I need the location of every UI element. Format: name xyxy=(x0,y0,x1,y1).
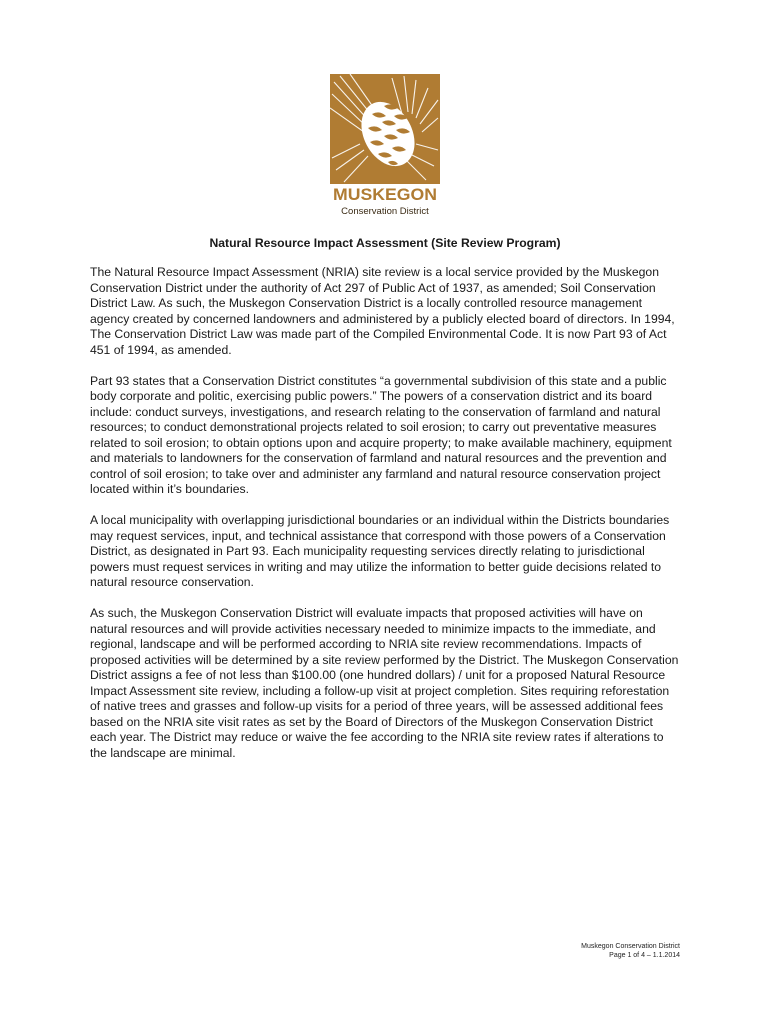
logo-name-top: MUSKEGON xyxy=(333,185,437,204)
footer-organization: Muskegon Conservation District xyxy=(581,943,680,950)
paragraph-municipality-requests: A local municipality with overlapping jurisdictional boundaries or an individual within the Districts boundaries may request services, input, and technical assistance that correspond with those powers of a Conservation District, as designated in Part 93. Each municipality requesting services directly relating to jurisdictional powers must request services in writing and may utilize the information to better guide decisions related to natural resource conservation. xyxy=(90,513,670,589)
paragraph-part-93-powers: Part 93 states that a Conservation District constitutes “a governmental subdivision of this state and a public body corporate and politic, exercising public powers.” The powers of a conservation district and its board include: conduct surveys, investigations, and research relating to the conservation of farmland and natural resources; to conduct demonstrational projects related to soil erosion; to carry out preventative measures related to soil erosion; to obtain options upon and acquire property; to make available machinery, equipment and materials to landowners for the conservation of farmland and natural resources and the prevention and control of soil erosion; to take over and administer any farmland and natural resource conservation project located within it’s boundaries. xyxy=(90,373,672,496)
pine-cone-logo-graphic xyxy=(330,74,440,219)
footer-page-number: Page 1 of 4 – 1.1.2014 xyxy=(609,952,680,959)
document-body xyxy=(90,265,680,777)
logo-name-bottom: Conservation District xyxy=(341,206,429,217)
document-title: Natural Resource Impact Assessment (Site Review Program) xyxy=(209,236,561,250)
muskegon-conservation-district-logo xyxy=(330,74,440,219)
paragraph-authority: The Natural Resource Impact Assessment (NRIA) site review is a local service provided by the Muskegon Conservation District under the authority of Act 297 of Public Act of 1937, as amended; Soil Conservation District Law. As such, the Muskegon Conservation District is a locally controlled resource management agency created by concerned landowners and administered by a publicly elected board of directors. In 1994, The Conservation District Law was made part of the Compiled Environmental Code. It is now Part 93 of Act 451 of 1994, as amended. xyxy=(90,265,675,357)
paragraph-fees: As such, the Muskegon Conservation District will evaluate impacts that proposed activities will have on natural resources and will provide activities necessary needed to minimize impacts to the immediate, and regional, landscape and will be performed according to NRIA site review recommendations. Impacts of proposed activities will be determined by a site review performed by the District. The Muskegon Conservation District assigns a fee of not less than $100.00 (one hundred dollars) / unit for a proposed Natural Resource Impact Assessment site review, including a follow-up visit at project completion. Sites requiring reforestation of native trees and grasses and follow-up visits for a period of three years, will be assessed additional fees based on the NRIA site visit rates as set by the Board of Directors of the Muskegon Conservation District each year. The District may reduce or waive the fee according to the NRIA site review rates if alterations to the landscape are minimal. xyxy=(90,606,679,760)
page-footer xyxy=(581,942,680,960)
